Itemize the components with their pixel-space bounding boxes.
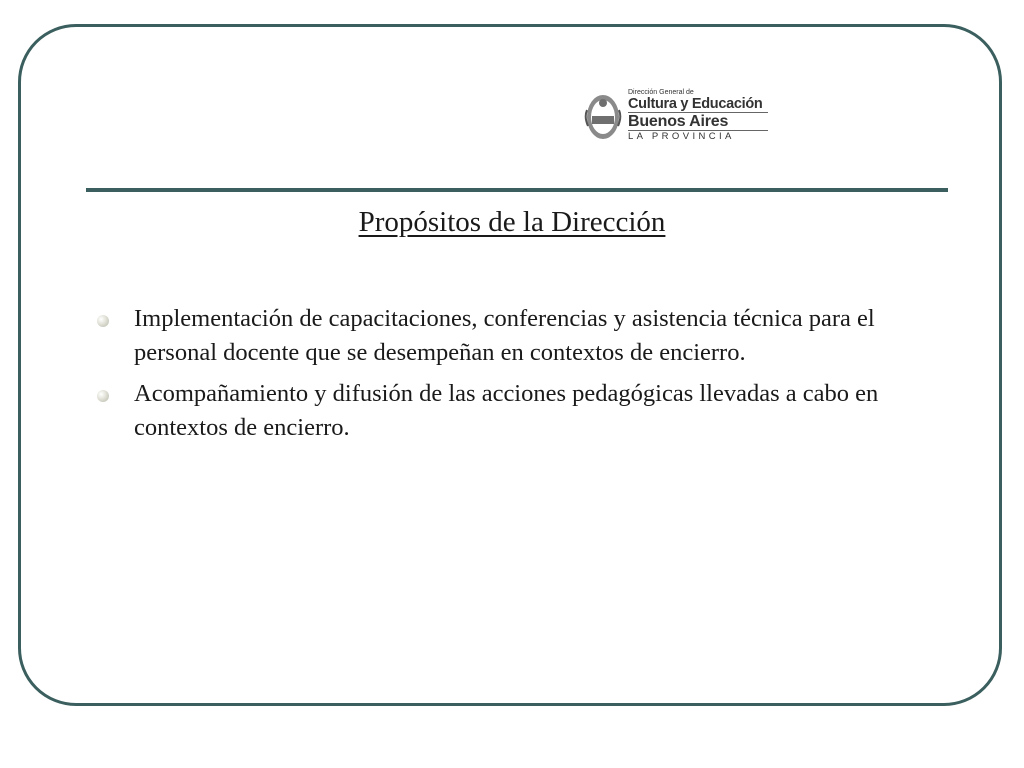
bullet-item — [94, 377, 914, 445]
coat-of-arms-seal — [584, 90, 622, 144]
bullet-text: Acompañamiento y difusión de las acciones pedagógicas llevadas a cabo en contextos de encierro. — [134, 380, 879, 441]
logo-line-cultura: Cultura y Educación — [628, 96, 763, 112]
bullet-list — [94, 302, 914, 452]
slide-title: Propósitos de la Dirección — [358, 206, 666, 238]
bullet-dot-icon — [97, 315, 109, 327]
logo-line-buenos-aires: Buenos Aires — [628, 113, 729, 130]
logo-line-small: Dirección General de — [628, 89, 694, 96]
title-divider — [86, 188, 948, 192]
provincia-logo — [584, 88, 774, 146]
bullet-dot-icon — [97, 390, 109, 402]
bullet-text: Implementación de capacitaciones, conferencias y asistencia técnica para el personal docente que se desempeñan en contextos de encierro. — [134, 305, 875, 366]
bullet-item — [94, 302, 914, 370]
logo-line-provincia: LA PROVINCIA — [628, 131, 735, 142]
